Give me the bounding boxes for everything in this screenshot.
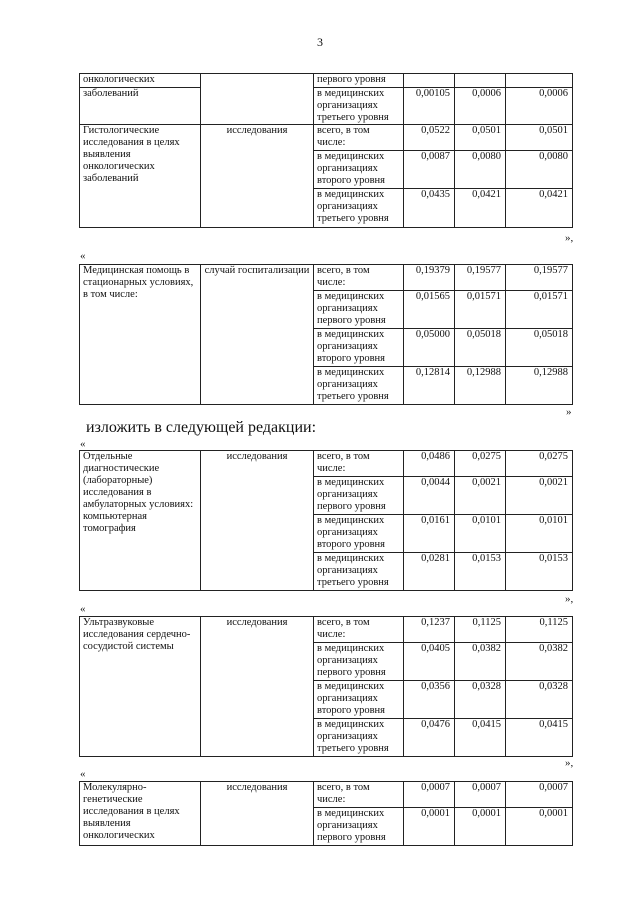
cell-value: 0,00105 (404, 88, 455, 125)
cell-value: 0,0007 (455, 782, 506, 808)
cell-value: 0,0087 (404, 151, 455, 189)
cell-value: 0,0415 (455, 719, 506, 757)
table-row (80, 88, 573, 125)
cell-level: в медицинских организациях третьего уровня (314, 553, 404, 591)
cell-name: онкологических (80, 74, 201, 88)
cell-value: 0,01571 (455, 291, 506, 329)
close-quote: », (565, 757, 574, 769)
cell-value: 0,19577 (455, 265, 506, 291)
cell-level: в медицинских организациях третьего уровня (314, 719, 404, 757)
cell-value: 0,1237 (404, 617, 455, 643)
cell-value: 0,0522 (404, 125, 455, 151)
cell-unit: исследования (201, 617, 314, 757)
table-row (80, 265, 573, 291)
amendment-heading: изложить в следующей редакции: (86, 419, 317, 436)
cell-level: в медицинских организациях третьего уровня (314, 189, 404, 228)
table-row (80, 617, 573, 643)
cell-level: в медицинских организациях второго уровня (314, 515, 404, 553)
open-quote: « (80, 768, 86, 780)
cell-value: 0,0356 (404, 681, 455, 719)
cell-name: Медицинская помощь в стационарных условиях, в том числе: (80, 265, 201, 405)
cell-unit: случай госпитализации (201, 265, 314, 405)
page-number: 3 (317, 35, 323, 49)
cell-value: 0,0001 (404, 808, 455, 846)
cell-unit: исследования (201, 125, 314, 228)
cell-value: 0,0281 (404, 553, 455, 591)
cell-unit: исследования (201, 782, 314, 846)
cell-level: в медицинских организациях второго уровня (314, 329, 404, 367)
cell-value: 0,0501 (455, 125, 506, 151)
table-row (80, 74, 573, 88)
cell-value: 0,0080 (506, 151, 573, 189)
cell-value: 0,0275 (455, 451, 506, 477)
cell-value: 0,12988 (506, 367, 573, 405)
cell-value: 0,0153 (455, 553, 506, 591)
cell-level: всего, в том числе: (314, 782, 404, 808)
cell-value: 0,19379 (404, 265, 455, 291)
cell-value: 0,0476 (404, 719, 455, 757)
cell-name: Ультразвуковые исследования сердечно-сосудистой системы (80, 617, 201, 757)
cell-value: 0,05018 (506, 329, 573, 367)
cell-value: 0,05000 (404, 329, 455, 367)
table-inpatient-care (79, 264, 573, 405)
cell-value (506, 74, 573, 88)
cell-value: 0,19577 (506, 265, 573, 291)
cell-level: в медицинских организациях второго уровня (314, 681, 404, 719)
table-row (80, 451, 573, 477)
table-oncology-continuation (79, 73, 573, 228)
cell-value: 0,0101 (455, 515, 506, 553)
cell-value: 0,0421 (455, 189, 506, 228)
cell-value: 0,0001 (506, 808, 573, 846)
cell-unit (201, 74, 314, 125)
cell-level: в медицинских организациях третьего уровня (314, 88, 404, 125)
open-quote: « (80, 603, 86, 615)
cell-value: 0,0006 (455, 88, 506, 125)
cell-level: в медицинских организациях первого уровня (314, 643, 404, 681)
cell-value: 0,0153 (506, 553, 573, 591)
cell-value: 0,1125 (506, 617, 573, 643)
cell-level: первого уровня (314, 74, 404, 88)
cell-value: 0,0021 (455, 477, 506, 515)
table-ultrasound (79, 616, 573, 757)
cell-value: 0,0275 (506, 451, 573, 477)
cell-value: 0,0044 (404, 477, 455, 515)
cell-value: 0,0007 (404, 782, 455, 808)
cell-name: Отдельные диагностические (лабораторные) исследования в амбулаторных условиях: компьютерная томография (80, 451, 201, 591)
table-molecular-genetic (79, 781, 573, 846)
close-quote: », (565, 232, 574, 244)
cell-value: 0,0328 (455, 681, 506, 719)
cell-value: 0,0405 (404, 643, 455, 681)
cell-value (404, 74, 455, 88)
cell-level: всего, в том числе: (314, 451, 404, 477)
cell-value (455, 74, 506, 88)
cell-value: 0,12988 (455, 367, 506, 405)
cell-value: 0,05018 (455, 329, 506, 367)
cell-level: в медицинских организациях первого уровня (314, 808, 404, 846)
cell-value: 0,01571 (506, 291, 573, 329)
cell-name: Гистологические исследования в целях выявления онкологических заболеваний (80, 125, 201, 228)
close-quote: » (566, 406, 572, 418)
cell-level: всего, в том числе: (314, 617, 404, 643)
table-row (80, 782, 573, 808)
table-row (80, 125, 573, 151)
cell-value: 0,0006 (506, 88, 573, 125)
cell-level: в медицинских организациях второго уровня (314, 151, 404, 189)
cell-value: 0,0021 (506, 477, 573, 515)
open-quote: « (80, 250, 86, 262)
cell-value: 0,0328 (506, 681, 573, 719)
cell-level: в медицинских организациях третьего уровня (314, 367, 404, 405)
cell-level: в медицинских организациях первого уровня (314, 477, 404, 515)
cell-value: 0,0435 (404, 189, 455, 228)
table-computed-tomography (79, 450, 573, 591)
cell-level: в медицинских организациях первого уровня (314, 291, 404, 329)
close-quote: », (565, 593, 574, 605)
cell-unit: исследования (201, 451, 314, 591)
cell-level: всего, в том числе: (314, 265, 404, 291)
cell-value: 0,0415 (506, 719, 573, 757)
cell-value: 0,0501 (506, 125, 573, 151)
cell-value: 0,0382 (455, 643, 506, 681)
cell-name: заболеваний (80, 88, 201, 125)
cell-value: 0,0486 (404, 451, 455, 477)
cell-value: 0,0421 (506, 189, 573, 228)
cell-value: 0,0080 (455, 151, 506, 189)
cell-level: всего, в том числе: (314, 125, 404, 151)
cell-name: Молекулярно-генетические исследования в целях выявления онкологических (80, 782, 201, 846)
cell-value: 0,12814 (404, 367, 455, 405)
cell-value: 0,0101 (506, 515, 573, 553)
cell-value: 0,01565 (404, 291, 455, 329)
cell-value: 0,0161 (404, 515, 455, 553)
open-quote: « (80, 438, 86, 450)
cell-value: 0,1125 (455, 617, 506, 643)
cell-value: 0,0001 (455, 808, 506, 846)
cell-value: 0,0382 (506, 643, 573, 681)
cell-value: 0,0007 (506, 782, 573, 808)
